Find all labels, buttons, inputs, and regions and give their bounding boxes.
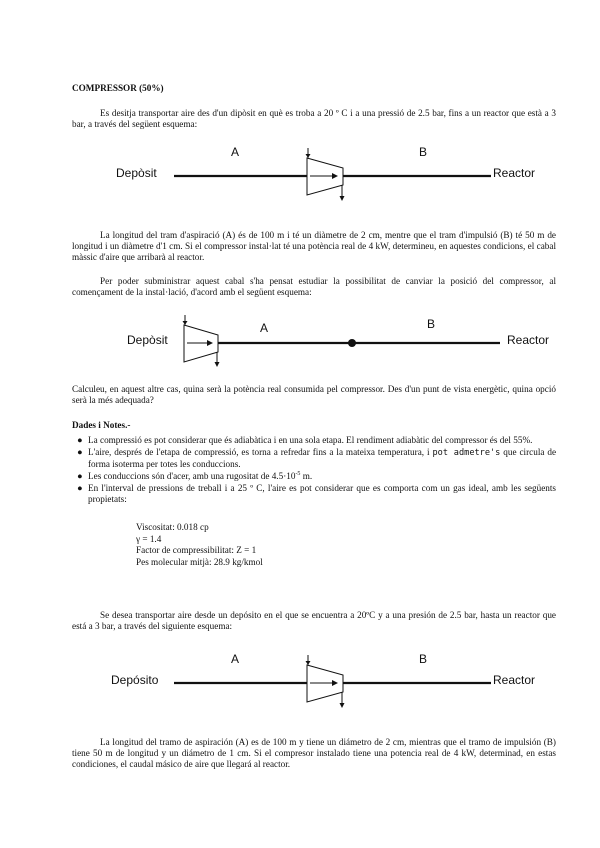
note-text: Les conduccions són d'acer, amb una rugositat de 4.5·10: [88, 471, 296, 481]
bullet-icon: ●: [77, 435, 83, 445]
reactor-label: Reactor: [507, 333, 550, 347]
molecular-weight-value: Pes molecular mitjà: 28.9 kg/kmol: [136, 556, 263, 567]
deposit-label: Depòsit: [116, 166, 157, 180]
note-item: [72, 447, 556, 470]
schematic-diagram-3: [100, 645, 560, 715]
note-item: [72, 435, 556, 446]
bullet-icon: ●: [77, 483, 83, 493]
schematic-diagram-1: [100, 140, 560, 210]
schematic-svg-2: [100, 310, 560, 376]
note-text: En l'interval de pressions de treball i a 25 º C, l'aire es pot considerar que es comporta com un gas ideal, amb les següents propietats:: [88, 483, 556, 504]
intro-paragraph-es: Se desea transportar aire desde un depósito en el que se encuentra a 20ºC y a una presión de 2.5 bar, hasta un reactor que está a 3 bar, a través del siguiente esquema:: [72, 610, 556, 631]
note-text: La compressió es pot considerar que és adiabàtica i en una sola etapa. El rendiment adiabàtic del compressor és del 55%.: [88, 435, 533, 445]
exponent: -5: [295, 470, 301, 477]
compressor-icon: [306, 148, 345, 201]
note-text: m.: [300, 471, 313, 481]
note-emphasis: pot admetre's: [432, 448, 501, 458]
lengths-paragraph-es: La longitud del tramo de aspiración (A) es de 100 m y tiene un diámetro de 2 cm, mientras que el tramo de impulsión (B) tiene 50 m de longitud y un diámetro de 1 cm. Si el compresor instalado tiene una potencia real de 4 kW, determinad, en estas condiciones, el caudal másico de aire que llegará al reactor.: [72, 737, 556, 769]
deposit-label: Depòsit: [127, 333, 168, 347]
section-b-label: B: [419, 145, 428, 159]
deposit-label: Depósito: [111, 673, 159, 687]
schematic-svg-3: [100, 645, 560, 715]
note-item: [72, 471, 556, 482]
schematic-svg-1: [100, 140, 560, 210]
section-a-label: A: [231, 145, 240, 159]
section-title: COMPRESSOR (50%): [72, 83, 164, 93]
note-item: [72, 483, 556, 505]
section-b-label: B: [419, 652, 428, 666]
section-a-label: A: [260, 321, 269, 335]
air-properties: [136, 522, 263, 568]
reactor-label: Reactor: [493, 166, 536, 180]
intro-paragraph-ca: Es desitja transportar aire des d'un dipòsit en què es troba a 20 º C i a una pressió de 2.5 bar, fins a un reactor que està a 3 bar, a través del següent esquema:: [72, 108, 556, 129]
viscosity-value: Viscositat: 0.018 cp: [136, 522, 209, 532]
junction-dot: [348, 339, 356, 347]
reactor-label: Reactor: [493, 673, 536, 687]
compressibility-value: Factor de compressibilitat: Z = 1: [136, 545, 257, 555]
schematic-diagram-2: [100, 310, 560, 376]
question-paragraph-ca: Calculeu, en aquest altre cas, quina serà la potència real consumida pel compressor. Des d'un punt de vista energètic, quina opció serà la més adequada?: [72, 384, 556, 405]
notes-title: Dades i Notes.-: [72, 420, 131, 430]
bullet-icon: ●: [77, 447, 83, 457]
compressor-icon: [306, 655, 345, 708]
section-a-label: A: [231, 652, 240, 666]
lengths-paragraph-ca: La longitud del tram d'aspiració (A) és de 100 m i té un diàmetre de 2 cm, mentre que el tram d'impulsió (B) té 50 m de longitud i un diàmetre d'1 cm. Si el compressor instal·lat té una potència real de 4 kW, determineu, en aquestes condicions, el cabal màssic d'aire que arribarà al reactor.: [72, 230, 556, 262]
compressor-icon: [183, 315, 220, 367]
note-text: que circula de forma isoterma per totes les conduccions.: [88, 447, 557, 469]
note-text: L'aire, després de l'etapa de compressió, es torna a refredar fins a la mateixa temperatura, i: [88, 447, 430, 457]
section-b-label: B: [427, 317, 436, 331]
gamma-value: γ = 1.4: [136, 533, 162, 544]
position-change-paragraph-ca: Per poder subministrar aquest cabal s'ha pensat estudiar la possibilitat de canviar la posició del compressor, al començament de la instal·lació, d'acord amb el següent esquema:: [72, 276, 556, 297]
notes-list: [72, 435, 556, 506]
bullet-icon: ●: [77, 471, 83, 481]
